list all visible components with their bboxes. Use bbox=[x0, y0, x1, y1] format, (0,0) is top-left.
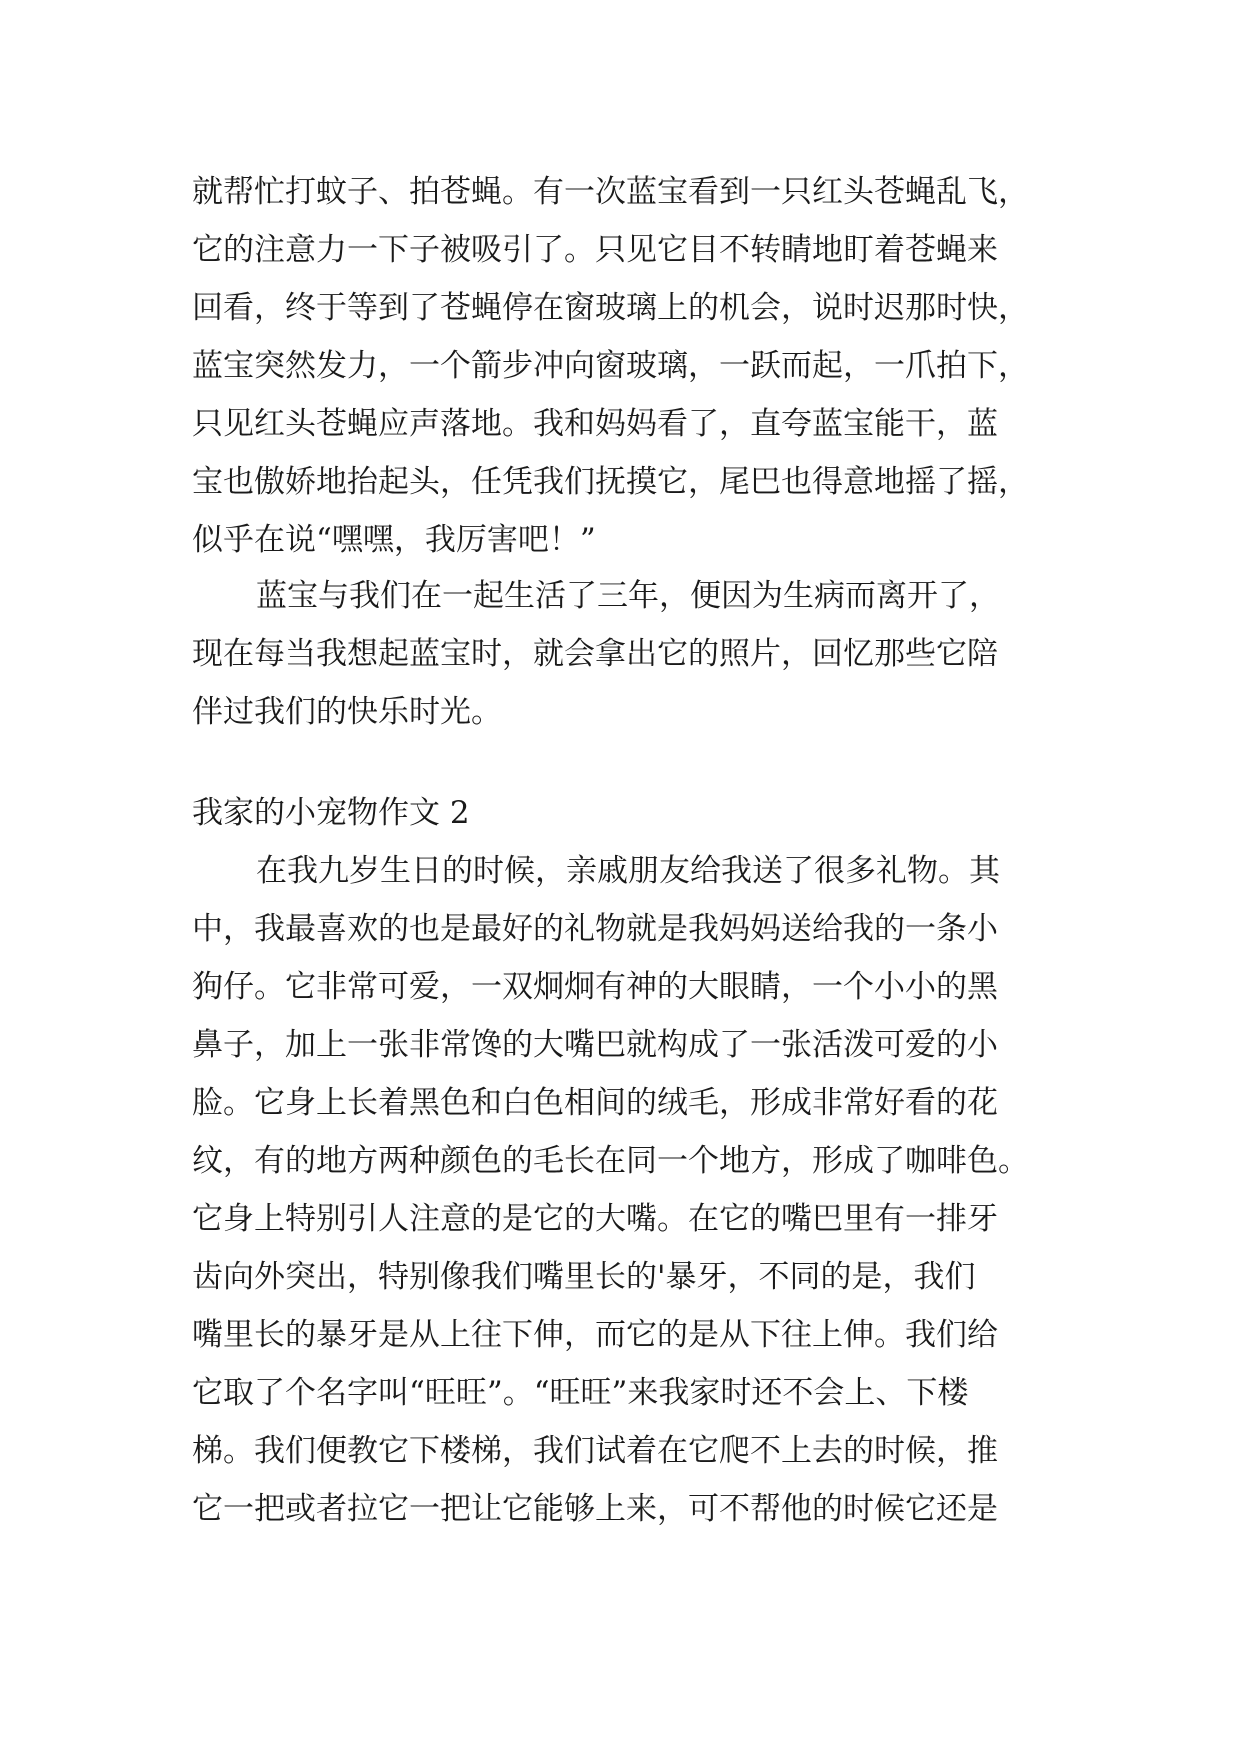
paragraph-line: 它取了个名字叫“旺旺”。“旺旺”来我家时还不会上、下楼 bbox=[192, 1375, 969, 1411]
section-heading: 我家的小宠物作文 2 bbox=[192, 795, 470, 831]
paragraph-line: 似乎在说“嘿嘿，我厉害吧！” bbox=[192, 522, 596, 558]
paragraph-line: 只见红头苍蝇应声落地。我和妈妈看了，直夸蓝宝能干，蓝 bbox=[192, 406, 998, 442]
paragraph-line: 宝也傲娇地抬起头，任凭我们抚摸它，尾巴也得意地摇了摇， bbox=[192, 464, 1029, 500]
paragraph-1 bbox=[192, 163, 1064, 569]
paragraph-line: 就帮忙打蚊子、拍苍蝇。有一次蓝宝看到一只红头苍蝇乱飞， bbox=[192, 174, 1029, 210]
paragraph-line: 蓝宝与我们在一起生活了三年，便因为生病而离开了， bbox=[256, 578, 1000, 614]
paragraph-line: 它的注意力一下子被吸引了。只见它目不转睛地盯着苍蝇来 bbox=[192, 232, 998, 268]
paragraph-2 bbox=[192, 567, 1064, 741]
paragraph-line: 鼻子，加上一张非常馋的大嘴巴就构成了一张活泼可爱的小 bbox=[192, 1027, 998, 1063]
paragraph-line: 它身上特别引人注意的是它的大嘴。在它的嘴巴里有一排牙 bbox=[192, 1201, 998, 1237]
paragraph-line: 纹，有的地方两种颜色的毛长在同一个地方，形成了咖啡色。 bbox=[192, 1143, 1029, 1179]
paragraph-line: 梯。我们便教它下楼梯，我们试着在它爬不上去的时候，推 bbox=[192, 1433, 998, 1469]
paragraph-line: 嘴里长的暴牙是从上往下伸，而它的是从下往上伸。我们给 bbox=[192, 1317, 998, 1353]
paragraph-line: 狗仔。它非常可爱，一双炯炯有神的大眼睛，一个小小的黑 bbox=[192, 969, 998, 1005]
paragraph-line: 中，我最喜欢的也是最好的礼物就是我妈妈送给我的一条小 bbox=[192, 911, 998, 947]
paragraph-line: 脸。它身上长着黑色和白色相间的绒毛，形成非常好看的花 bbox=[192, 1085, 998, 1121]
paragraph-3 bbox=[192, 842, 1064, 1538]
paragraph-line: 回看，终于等到了苍蝇停在窗玻璃上的机会，说时迟那时快， bbox=[192, 290, 1029, 326]
paragraph-line: 伴过我们的快乐时光。 bbox=[192, 694, 502, 730]
paragraph-line: 蓝宝突然发力，一个箭步冲向窗玻璃，一跃而起，一爪拍下， bbox=[192, 348, 1029, 384]
paragraph-line: 在我九岁生日的时候，亲戚朋友给我送了很多礼物。其 bbox=[256, 853, 1000, 889]
paragraph-line: 现在每当我想起蓝宝时，就会拿出它的照片，回忆那些它陪 bbox=[192, 636, 998, 672]
paragraph-line: 它一把或者拉它一把让它能够上来，可不帮他的时候它还是 bbox=[192, 1491, 998, 1527]
paragraph-line: 齿向外突出，特别像我们嘴里长的'暴牙，不同的是，我们 bbox=[192, 1259, 976, 1295]
